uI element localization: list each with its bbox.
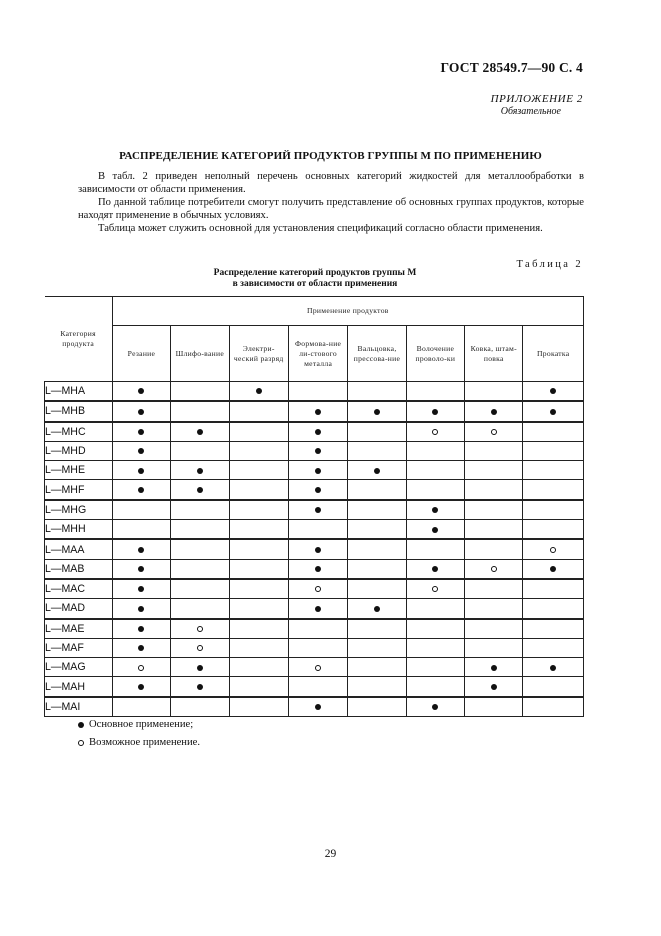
application-cell (171, 539, 229, 559)
open-circle-icon (197, 626, 203, 632)
open-circle-icon (550, 547, 556, 553)
application-cell (465, 461, 523, 480)
application-cell (406, 401, 464, 421)
open-circle-icon (432, 429, 438, 435)
filled-circle-icon (374, 409, 380, 415)
application-cell (112, 500, 170, 520)
application-cell (171, 401, 229, 421)
application-cell (229, 441, 288, 460)
application-cell (171, 619, 229, 639)
application-cell (523, 500, 584, 520)
application-cell (288, 599, 347, 619)
application-cell (523, 382, 584, 402)
application-cell (288, 382, 347, 402)
application-cell (348, 520, 406, 540)
appendix-status: Обязательное (500, 106, 561, 117)
filled-circle-icon (78, 722, 84, 728)
filled-circle-icon (315, 487, 321, 493)
application-cell (171, 658, 229, 677)
application-cell (288, 638, 347, 657)
filled-circle-icon (315, 547, 321, 553)
filled-circle-icon (491, 665, 497, 671)
application-cell (171, 579, 229, 599)
filled-circle-icon (138, 586, 144, 592)
filled-circle-icon (315, 606, 321, 612)
application-cell (523, 638, 584, 657)
application-cell (112, 579, 170, 599)
application-cell (406, 539, 464, 559)
filled-circle-icon (315, 468, 321, 474)
application-cell (288, 658, 347, 677)
category-column-header: Категория продукта (45, 297, 113, 382)
product-category: L—MAG (45, 658, 113, 677)
application-cell (229, 658, 288, 677)
application-cell (288, 559, 347, 579)
application-cell (465, 520, 523, 540)
application-cell (523, 619, 584, 639)
application-cell (229, 697, 288, 717)
application-cell (465, 697, 523, 717)
application-cell (112, 599, 170, 619)
table-row (45, 500, 584, 520)
application-cell (288, 579, 347, 599)
column-header: Резание (112, 326, 170, 382)
application-cell (406, 500, 464, 520)
table-row (45, 559, 584, 579)
table-caption (150, 268, 480, 290)
legend-possible (78, 737, 200, 748)
page-number: 29 (324, 848, 337, 860)
table-row (45, 697, 584, 717)
application-cell (348, 382, 406, 402)
filled-circle-icon (432, 566, 438, 572)
application-header: Применение продуктов (112, 297, 583, 326)
product-category: L—MHG (45, 500, 113, 520)
application-cell (348, 677, 406, 697)
table-row (45, 422, 584, 442)
table-row (45, 461, 584, 480)
filled-circle-icon (491, 684, 497, 690)
filled-circle-icon (315, 409, 321, 415)
table-row (45, 619, 584, 639)
application-cell (229, 539, 288, 559)
table-row (45, 599, 584, 619)
table-row (45, 638, 584, 657)
product-category: L—MHE (45, 461, 113, 480)
column-header: Волочение проволо-ки (406, 326, 464, 382)
paragraph: Таблица может служить основной для установления спецификаций согласно области применения. (98, 223, 543, 234)
application-cell (348, 638, 406, 657)
filled-circle-icon (432, 507, 438, 513)
application-cell (288, 461, 347, 480)
filled-circle-icon (138, 626, 144, 632)
product-category: L—MHC (45, 422, 113, 442)
open-circle-icon (491, 566, 497, 572)
table-row (45, 480, 584, 500)
open-circle-icon (138, 665, 144, 671)
application-cell (229, 382, 288, 402)
application-cell (406, 658, 464, 677)
open-circle-icon (315, 586, 321, 592)
application-cell (348, 441, 406, 460)
filled-circle-icon (432, 704, 438, 710)
document-header-standard: ГОСТ 28549.7—90 С. 4 (440, 60, 583, 75)
filled-circle-icon (550, 665, 556, 671)
application-cell (288, 520, 347, 540)
application-cell (229, 480, 288, 500)
filled-circle-icon (550, 388, 556, 394)
filled-circle-icon (374, 606, 380, 612)
application-cell (348, 619, 406, 639)
filled-circle-icon (138, 566, 144, 572)
application-cell (465, 599, 523, 619)
application-cell (229, 559, 288, 579)
product-category: L—MAE (45, 619, 113, 639)
filled-circle-icon (138, 487, 144, 493)
product-category: L—MHF (45, 480, 113, 500)
application-cell (288, 697, 347, 717)
application-cell (288, 500, 347, 520)
application-cell (288, 619, 347, 639)
application-cell (348, 500, 406, 520)
application-cell (229, 579, 288, 599)
legend-main-label: Основное применение; (89, 719, 194, 730)
application-cell (465, 579, 523, 599)
application-cell (406, 599, 464, 619)
application-cell (171, 677, 229, 697)
application-cell (406, 677, 464, 697)
application-cell (465, 401, 523, 421)
table-row (45, 539, 584, 559)
application-cell (523, 697, 584, 717)
application-cell (112, 539, 170, 559)
filled-circle-icon (550, 566, 556, 572)
filled-circle-icon (491, 409, 497, 415)
application-cell (348, 461, 406, 480)
column-header: Прокатка (523, 326, 584, 382)
application-cell (171, 599, 229, 619)
filled-circle-icon (138, 645, 144, 651)
filled-circle-icon (197, 665, 203, 671)
filled-circle-icon (315, 429, 321, 435)
application-cell (112, 520, 170, 540)
filled-circle-icon (315, 507, 321, 513)
application-cell (288, 480, 347, 500)
section-title: РАСПРЕДЕЛЕНИЕ КАТЕГОРИЙ ПРОДУКТОВ ГРУППЫ М ПО ПРИМЕНЕНИЮ (119, 150, 542, 162)
table-row (45, 520, 584, 540)
filled-circle-icon (197, 429, 203, 435)
application-cell (523, 599, 584, 619)
open-circle-icon (315, 665, 321, 671)
application-cell (171, 461, 229, 480)
open-circle-icon (491, 429, 497, 435)
filled-circle-icon (138, 468, 144, 474)
filled-circle-icon (138, 606, 144, 612)
filled-circle-icon (138, 547, 144, 553)
product-category: L—MHA (45, 382, 113, 402)
legend-main (78, 719, 193, 730)
table-caption-line: в зависимости от области применения (232, 279, 398, 289)
application-cell (229, 422, 288, 442)
intro-text (78, 170, 584, 235)
application-cell (348, 480, 406, 500)
application-cell (348, 539, 406, 559)
filled-circle-icon (138, 684, 144, 690)
application-cell (112, 401, 170, 421)
column-header: Формова-ние ли-стового металла (288, 326, 347, 382)
product-category: L—MAF (45, 638, 113, 657)
application-cell (465, 658, 523, 677)
table-row (45, 382, 584, 402)
application-cell (229, 599, 288, 619)
application-cell (465, 677, 523, 697)
application-cell (523, 441, 584, 460)
application-cell (229, 638, 288, 657)
application-cell (229, 520, 288, 540)
application-cell (523, 401, 584, 421)
product-category: L—MHH (45, 520, 113, 540)
product-category: L—MAC (45, 579, 113, 599)
application-cell (406, 638, 464, 657)
filled-circle-icon (315, 704, 321, 710)
application-cell (406, 579, 464, 599)
application-cell (348, 658, 406, 677)
filled-circle-icon (374, 468, 380, 474)
application-cell (348, 401, 406, 421)
application-cell (112, 461, 170, 480)
application-cell (348, 422, 406, 442)
application-cell (229, 677, 288, 697)
application-cell (406, 520, 464, 540)
application-cell (288, 422, 347, 442)
application-cell (406, 441, 464, 460)
table-row (45, 658, 584, 677)
application-cell (171, 441, 229, 460)
table-row (45, 579, 584, 599)
application-cell (348, 559, 406, 579)
application-cell (523, 677, 584, 697)
open-circle-icon (197, 645, 203, 651)
application-cell (523, 559, 584, 579)
product-category: L—MHD (45, 441, 113, 460)
application-cell (523, 422, 584, 442)
column-header: Вальцовка, прессова-ние (348, 326, 406, 382)
application-cell (465, 422, 523, 442)
product-category: L—MAI (45, 697, 113, 717)
application-cell (229, 500, 288, 520)
paragraph: В табл. 2 приведен неполный перечень основных категорий жидкостей для металлообработки в зависимости от области применения. (78, 171, 584, 195)
application-cell (112, 658, 170, 677)
column-header: Электри-ческий разряд (229, 326, 288, 382)
product-category: L—MAB (45, 559, 113, 579)
application-cell (523, 520, 584, 540)
application-cell (465, 559, 523, 579)
application-cell (171, 697, 229, 717)
filled-circle-icon (315, 566, 321, 572)
application-cell (465, 480, 523, 500)
filled-circle-icon (197, 487, 203, 493)
application-cell (523, 579, 584, 599)
column-header: Шлифо-вание (171, 326, 229, 382)
application-cell (229, 401, 288, 421)
application-cell (348, 599, 406, 619)
application-cell (171, 638, 229, 657)
application-cell (465, 500, 523, 520)
application-cell (112, 441, 170, 460)
application-cell (523, 539, 584, 559)
application-cell (348, 697, 406, 717)
application-cell (112, 559, 170, 579)
application-cell (406, 480, 464, 500)
application-cell (465, 441, 523, 460)
application-cell (112, 638, 170, 657)
filled-circle-icon (138, 448, 144, 454)
application-cell (112, 480, 170, 500)
application-cell (288, 441, 347, 460)
product-application-table (44, 296, 584, 717)
application-cell (112, 677, 170, 697)
application-cell (171, 382, 229, 402)
application-cell (171, 559, 229, 579)
application-cell (406, 619, 464, 639)
open-circle-icon (78, 740, 84, 746)
application-cell (406, 461, 464, 480)
application-cell (288, 539, 347, 559)
application-cell (112, 422, 170, 442)
application-cell (406, 697, 464, 717)
legend-possible-label: Возможное применение. (89, 737, 201, 748)
application-cell (171, 500, 229, 520)
filled-circle-icon (432, 527, 438, 533)
application-cell (348, 579, 406, 599)
filled-circle-icon (550, 409, 556, 415)
application-cell (288, 401, 347, 421)
application-cell (229, 619, 288, 639)
column-header: Ковка, штам-повка (465, 326, 523, 382)
application-cell (523, 658, 584, 677)
filled-circle-icon (256, 388, 262, 394)
application-cell (406, 382, 464, 402)
product-category: L—MHB (45, 401, 113, 421)
application-cell (465, 619, 523, 639)
filled-circle-icon (138, 409, 144, 415)
filled-circle-icon (138, 429, 144, 435)
application-cell (523, 461, 584, 480)
open-circle-icon (432, 586, 438, 592)
application-cell (288, 677, 347, 697)
application-cell (112, 697, 170, 717)
filled-circle-icon (138, 388, 144, 394)
table-row (45, 401, 584, 421)
application-cell (465, 539, 523, 559)
application-cell (406, 422, 464, 442)
paragraph: По данной таблице потребители смогут получить представление об основных группах продуктов, которые находят применение в обычных условиях. (78, 197, 584, 221)
application-cell (171, 422, 229, 442)
filled-circle-icon (315, 448, 321, 454)
application-cell (171, 520, 229, 540)
application-cell (112, 382, 170, 402)
table-label: Таблица 2 (516, 259, 583, 270)
application-cell (229, 461, 288, 480)
application-cell (465, 638, 523, 657)
application-cell (523, 480, 584, 500)
table-row (45, 441, 584, 460)
application-cell (406, 559, 464, 579)
product-category: L—MAH (45, 677, 113, 697)
application-cell (465, 382, 523, 402)
product-category: L—MAA (45, 539, 113, 559)
filled-circle-icon (197, 684, 203, 690)
appendix-title: ПРИЛОЖЕНИЕ 2 (490, 93, 583, 105)
table-caption-line: Распределение категорий продуктов группы М (213, 268, 417, 278)
application-cell (112, 619, 170, 639)
table-row (45, 677, 584, 697)
filled-circle-icon (197, 468, 203, 474)
filled-circle-icon (432, 409, 438, 415)
product-category: L—MAD (45, 599, 113, 619)
application-cell (171, 480, 229, 500)
